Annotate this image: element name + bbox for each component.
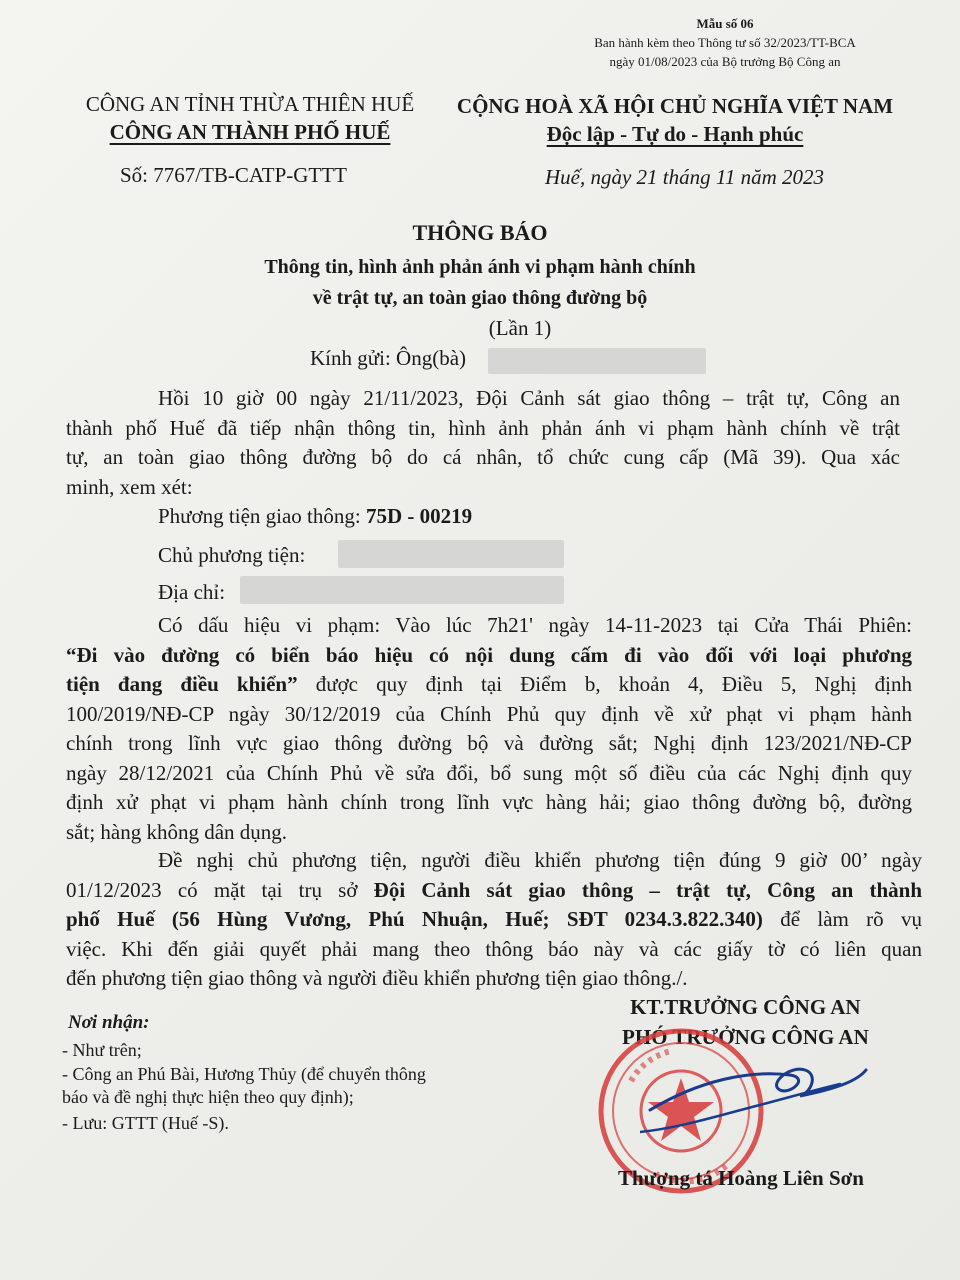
recipients-heading: Nơi nhận: xyxy=(68,1012,150,1033)
intro-line: minh, xem xét: xyxy=(66,474,193,499)
document-subtitle xyxy=(0,252,960,314)
paragraph-request xyxy=(66,846,922,994)
intro-line: thành phố Huế đã tiếp nhận thông tin, hình ảnh phản ánh vi phạm hành chính về trật xyxy=(66,415,900,440)
recipient-item: - Công an Phú Bài, Hương Thủy (để chuyển thông xyxy=(62,1064,426,1084)
owner-field xyxy=(158,543,305,568)
agency-block xyxy=(40,90,460,146)
form-number: Mẫu số 06 xyxy=(696,16,754,31)
request-line-part: để làm rõ vụ xyxy=(780,907,923,931)
redacted-recipient-name xyxy=(488,348,706,374)
violation-line: ngày 28/12/2021 của Chính Phủ về sửa đổi, bổ sung một số điều của các Nghị định quy xyxy=(66,760,912,785)
signer-title-1: KT.TRƯỞNG CÔNG AN xyxy=(630,995,861,1019)
vehicle-label: Phương tiện giao thông: xyxy=(158,504,361,528)
vehicle-plate: 75D - 00219 xyxy=(365,504,473,528)
request-line: đến phương tiện giao thông và người điều khiển phương tiện giao thông./. xyxy=(66,966,688,990)
national-motto-block xyxy=(440,92,910,148)
signer-title-2: PHÓ TRƯỞNG CÔNG AN xyxy=(622,1025,869,1049)
recipient-greeting: Kính gửi: Ông(bà) xyxy=(310,346,467,370)
request-line-part: 01/12/2023 có mặt tại trụ sở xyxy=(66,877,358,902)
violation-line xyxy=(66,670,912,700)
violation-line: chính trong lĩnh vực giao thông đường bộ và đường sắt; Nghị định 123/2021/NĐ-CP xyxy=(66,731,912,755)
document-date: Huế, ngày 21 tháng 11 năm 2023 xyxy=(545,165,824,189)
subtitle-line-1: Thông tin, hình ảnh phản ánh vi phạm hành chính xyxy=(264,256,696,278)
motto: Độc lập - Tự do - Hạnh phúc xyxy=(546,122,804,146)
intro-line: Hồi 10 giờ 00 ngày 21/11/2023, Đội Cảnh sát giao thông – trật tự, Công an xyxy=(158,386,900,410)
recipient-item: báo và đề nghị thực hiện theo quy định); xyxy=(62,1087,354,1107)
violation-line: 100/2019/NĐ-CP ngày 30/12/2019 của Chính Phủ quy định về xử phạt vi phạm hành xyxy=(66,701,912,726)
paragraph-violation xyxy=(66,611,912,847)
request-bold-address: phố Huế (56 Hùng Vương, Phú Nhuận, Huế; SĐT 0234.3.822.340) xyxy=(66,907,763,931)
request-line: Đề nghị chủ phương tiện, người điều khiển phương tiện đúng 9 giờ 00’ ngày xyxy=(158,848,922,872)
form-issued-date: ngày 01/08/2023 của Bộ trưởng Bộ Công an xyxy=(609,54,841,69)
request-line xyxy=(66,905,922,935)
violation-line-rest: được quy định tại Điểm b, khoản 4, Điều 5, Nghị định xyxy=(315,672,912,696)
agency-name: CÔNG AN THÀNH PHỐ HUẾ xyxy=(109,120,391,144)
handwritten-signature xyxy=(640,1040,870,1160)
agency-parent: CÔNG AN TỈNH THỪA THIÊN HUẾ xyxy=(85,92,415,116)
recipient-item: - Như trên; xyxy=(62,1040,142,1060)
paragraph-intro xyxy=(66,384,900,502)
violation-line: sắt; hàng không dân dụng. xyxy=(66,819,288,844)
violation-bold-tail: tiện đang điều khiển” xyxy=(66,672,298,696)
country-name: CỘNG HOÀ XÃ HỘI CHỦ NGHĨA VIỆT NAM xyxy=(456,94,894,118)
form-issued-by: Ban hành kèm theo Thông tư số 32/2023/TT-BCA xyxy=(594,35,856,50)
address-field xyxy=(158,580,225,605)
document-title: THÔNG BÁO xyxy=(412,220,548,245)
request-bold-office: Đội Cảnh sát giao thông – trật tự, Công an thành xyxy=(373,877,923,902)
vehicle-field xyxy=(158,504,472,529)
violation-line: Có dấu hiệu vi phạm: Vào lúc 7h21' ngày 14-11-2023 tại Cửa Thái Phiên: xyxy=(158,613,912,637)
subtitle-line-2: về trật tự, an toàn giao thông đường bộ xyxy=(312,287,648,309)
redacted-address xyxy=(240,576,564,604)
issue-count: (Lần 1) xyxy=(488,316,552,340)
violation-line: định xử phạt vi phạm hành chính trong lĩnh vực hàng hải; giao thông đường bộ, đường xyxy=(66,790,912,814)
document-number: Số: 7767/TB-CATP-GTTT xyxy=(120,163,347,187)
intro-line: tự, an toàn giao thông đường bộ do cá nhân, tổ chức cung cấp (Mã 39). Qua xác xyxy=(66,445,900,469)
redacted-owner-name xyxy=(338,540,564,568)
owner-label: Chủ phương tiện: xyxy=(158,543,306,567)
form-number-block xyxy=(560,14,890,71)
request-line xyxy=(66,876,922,906)
signer-name: Thượng tá Hoàng Liên Sơn xyxy=(618,1166,864,1190)
request-line: việc. Khi đến giải quyết phải mang theo thông báo này và các giấy tờ có liên quan xyxy=(66,936,922,961)
recipient-item: - Lưu: GTTT (Huế -S). xyxy=(62,1113,229,1133)
violation-line: “Đi vào đường có biển báo hiệu có nội dung cấm đi vào đối với loại phương xyxy=(66,642,912,667)
address-label: Địa chỉ: xyxy=(158,580,226,604)
